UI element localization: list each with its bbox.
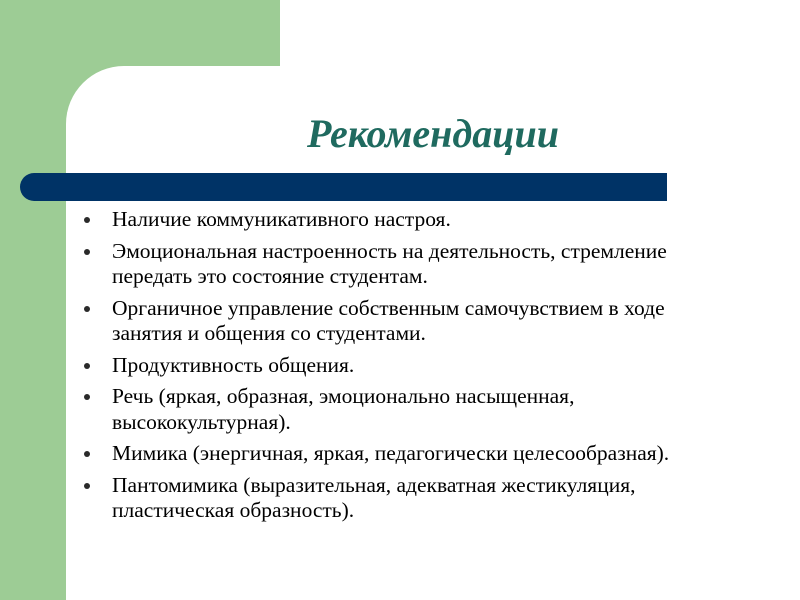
bullet-text: Продуктивность общения. — [112, 352, 355, 377]
title-divider-bar — [20, 173, 667, 201]
slide-title: Рекомендации — [307, 111, 559, 156]
bullet-item — [80, 473, 740, 524]
bullet-list — [80, 207, 740, 530]
bullet-dot-icon — [84, 483, 90, 489]
bullet-dot-icon — [84, 394, 90, 400]
bullet-text: Пантомимика (выразительная, адекватная жестикуляция, пластическая образность). — [112, 472, 636, 522]
bullet-item — [80, 239, 740, 290]
bullet-text: Наличие коммуникативного настроя. — [112, 207, 451, 231]
bullet-item — [80, 441, 740, 467]
bullet-dot-icon — [84, 249, 90, 255]
bullet-text: Эмоциональная настроенность на деятельность, стремление передать это состояние студентам. — [112, 238, 667, 288]
bullet-dot-icon — [84, 363, 90, 369]
bullet-item — [80, 384, 740, 435]
bullet-text: Речь (яркая, образная, эмоционально насыщенная, высококультурная). — [112, 384, 575, 434]
bullet-dot-icon — [84, 306, 90, 312]
bullet-dot-icon — [84, 451, 90, 457]
bullet-item — [80, 353, 740, 379]
bullet-item — [80, 296, 740, 347]
bullet-dot-icon — [84, 217, 90, 223]
bullet-text: Мимика (энергичная, яркая, педагогически целесообразная). — [112, 441, 670, 465]
bullet-text: Органичное управление собственным самочувствием в ходе занятия и общения со студентами. — [112, 295, 665, 345]
bullet-item — [80, 207, 740, 233]
